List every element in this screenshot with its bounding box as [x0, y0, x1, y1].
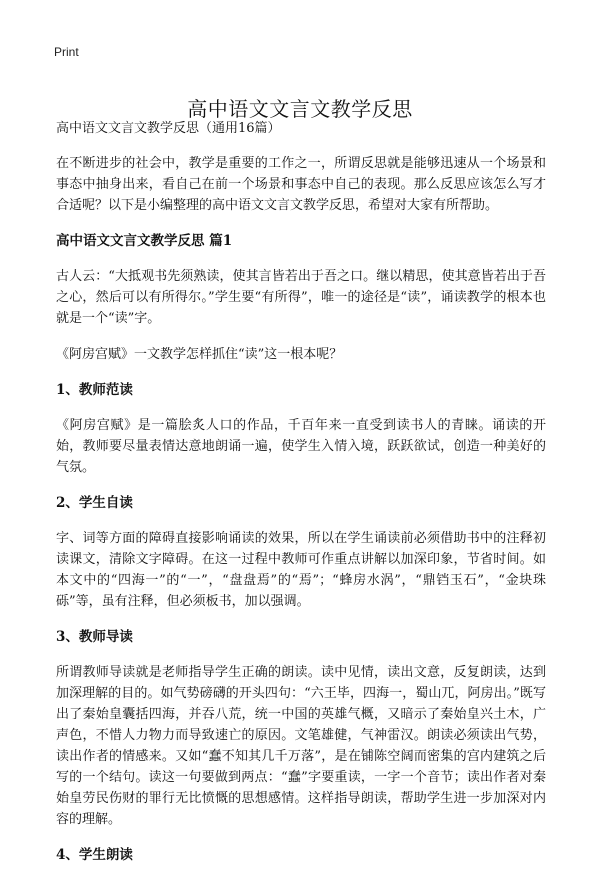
section-text-self-reading: 字、词等方面的障碍直接影响诵读的效果，所以在学生诵读前必须借助书中的注释初读课文，清除文字障碍。在这一过程中教师可作重点讲解以加深印象，节省时间。如本文中的“四海一”的“一”，“盘盘焉”的“焉”；“蜂房水涡”，“鼎铛玉石”，“金块珠砾”等，虽有注释，但必须板书，加以强调。 [56, 531, 546, 609]
print-label: Print [54, 45, 79, 59]
section-heading-guided-reading: 3、教师导读 [56, 629, 133, 645]
section-text-guided-reading: 所谓教师导读就是老师指导学生正确的朗读。读中见情，读出文意，反复朗读，达到加深理解的目的。如气势磅礴的开头四句：“六王毕，四海一，蜀山兀，阿房出。”既写出了秦始皇囊括四海，并吞八荒，统一中国的英雄气概，又暗示了秦始皇兴土木，广声色，不惜人力物力而导致速亡的原因。文笔雄健，气神雷汉。朗读必须读出气势，读出作者的情感来。又如“蠢不知其几千万落”，是在铺陈空阔而密集的宫内建筑之后写的一个结句。读这一句要做到两点：“蠢”字要重读，一字一个音节；读出作者对秦始皇劳民伤财的罪行无比愤慨的思想感情。这样指导朗读，帮助学生进一步加深对内容的理解。 [56, 665, 546, 827]
section-text-teacher-reading: 《阿房宫赋》是一篇脍炙人口的作品，千百年来一直受到读书人的青睐。诵读的开始，教师要尽量表情达意地朗诵一遍，使学生入情入境，跃跃欲试，创造一种美好的气氛。 [56, 418, 546, 475]
page-title: 高中语文文言文教学反思 [187, 97, 413, 122]
section-heading-student-reading: 4、学生朗读 [56, 847, 133, 863]
section-heading-teacher-reading: 1、教师范读 [56, 382, 133, 398]
article-heading: 高中语文文言文教学反思 篇1 [56, 233, 233, 249]
document-body [56, 118, 546, 880]
intro-paragraph: 在不断进步的社会中，教学是重要的工作之一，所谓反思就是能够迅速从一个场景和事态中抽身出来，看自己在前一个场景和事态中自己的表现。那么反思应该怎么写才合适呢？以下是小编整理的高中语文文言文教学反思，希望对大家有所帮助。 [56, 156, 546, 213]
paragraph-question: 《阿房宫赋》一文教学怎样抓住“读”这一根本呢？ [56, 347, 343, 362]
paragraph-quote: 古人云：“大抵观书先须熟读，使其言皆若出于吾之口。继以精思，使其意皆若出于吾之心，然后可以有所得尔。”学生要“有所得”，唯一的途径是“读”，诵读教学的根本也就是一个“读”字。 [56, 269, 546, 326]
document-subtitle: 高中语文文言文教学反思（通用16篇） [56, 121, 281, 136]
section-heading-self-reading: 2、学生自读 [56, 495, 133, 511]
